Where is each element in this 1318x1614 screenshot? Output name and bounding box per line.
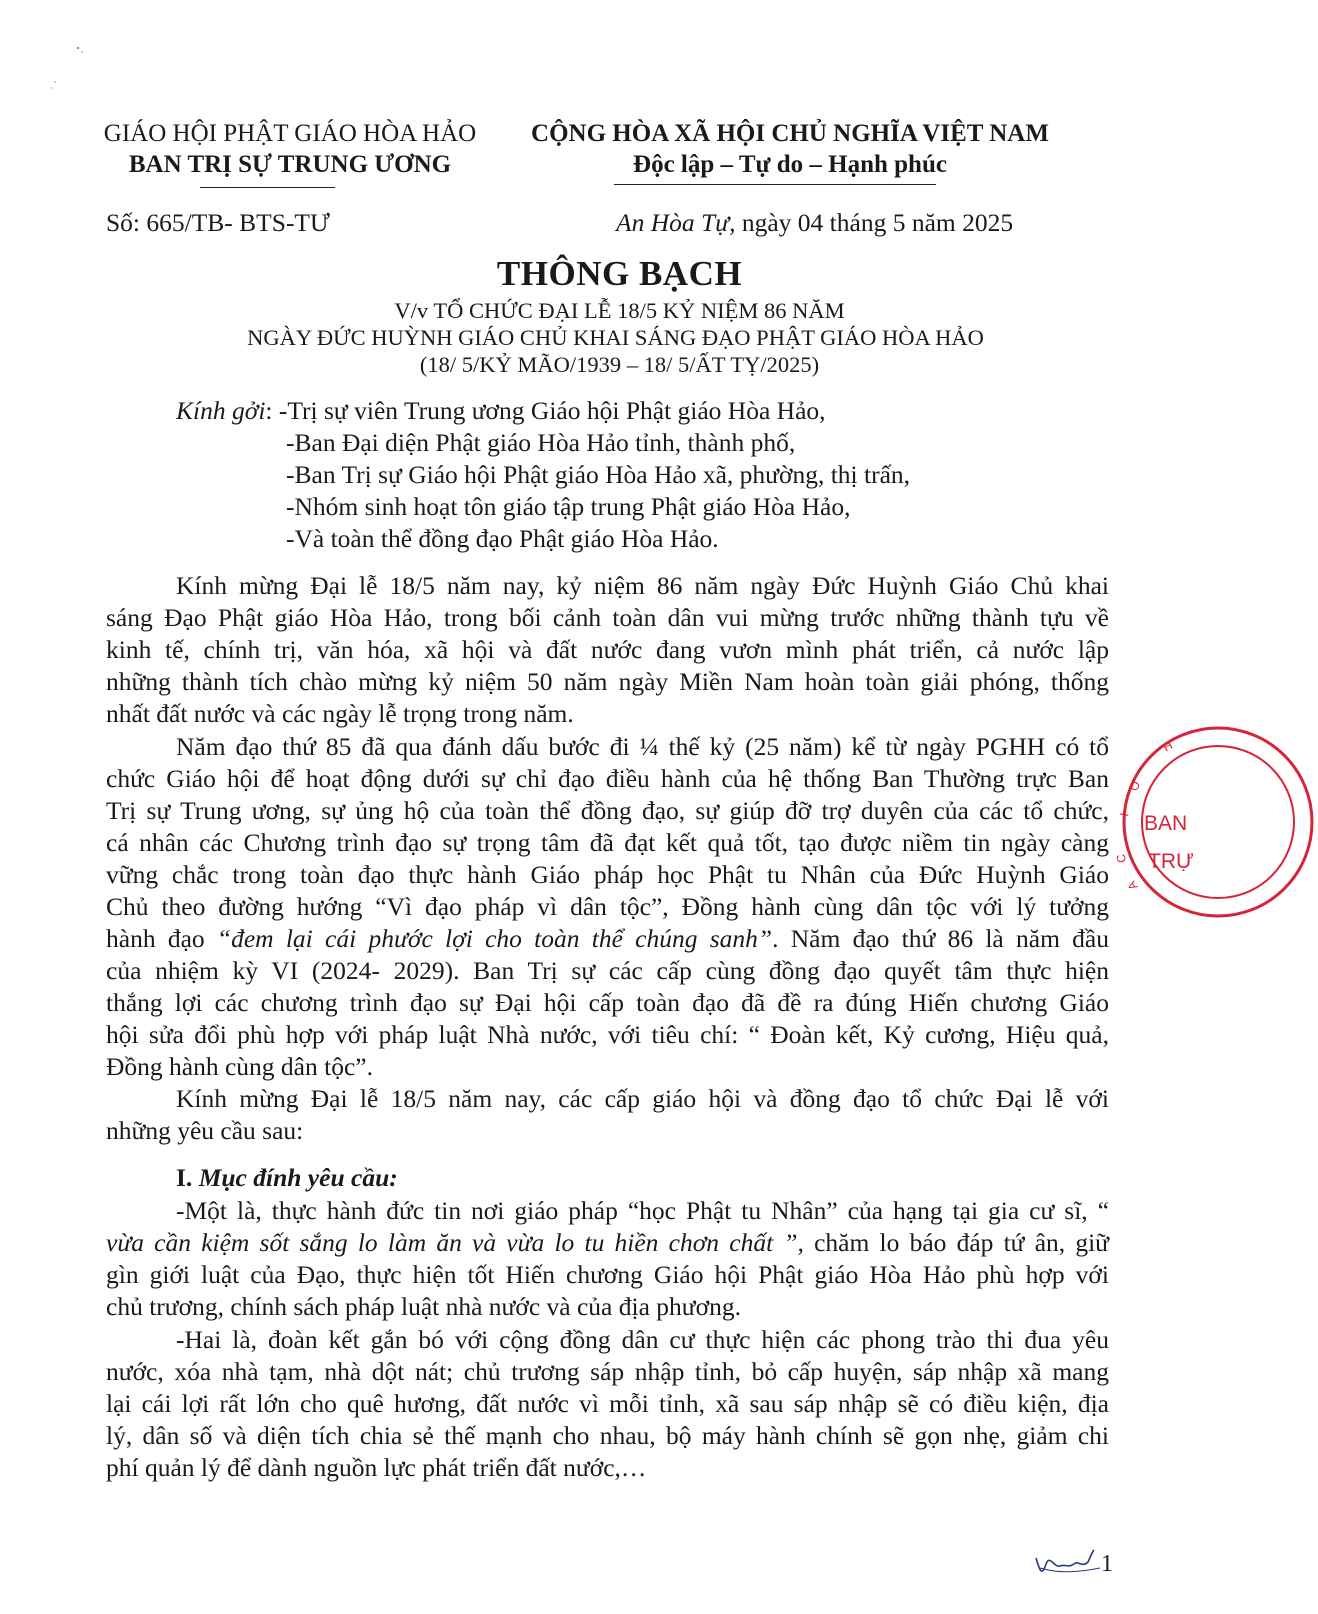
- p3-line-2: những yêu cầu sau:: [106, 1116, 304, 1145]
- p2-line-5: vững chắc trong toàn đạo thực hành Giáo pháp học Phật tu Nhân của Đức Huỳnh Giáo: [106, 860, 1109, 889]
- official-seal-stamp: [1113, 722, 1318, 922]
- recipient-5: -Và toàn thể đồng đạo Phật giáo Hòa Hảo.: [286, 524, 719, 553]
- recipient-4: -Nhóm sinh hoạt tôn giáo tập trung Phật giáo Hòa Hảo,: [286, 492, 851, 521]
- p1-line-5: nhất đất nước và các ngày lễ trọng trong năm.: [106, 699, 574, 728]
- p2-line-2: chức Giáo hội để hoạt động dưới sự chỉ đạo điều hành của hệ thống Ban Thường trực Ban: [106, 764, 1109, 793]
- recipient-3: -Ban Trị sự Giáo hội Phật giáo Hòa Hảo xã, phường, thị trấn,: [286, 460, 911, 489]
- svg-text:H: H: [1160, 738, 1176, 755]
- p1-line-3: kinh tế, chính trị, văn hóa, xã hội và đất nước đang vươn mình phát triển, cả nước lập: [106, 635, 1109, 664]
- p1-line-1: Kính mừng Đại lễ 18/5 năm nay, kỷ niệm 86 năm ngày Đức Huỳnh Giáo Chủ khai: [176, 571, 1109, 600]
- p2-line-9: thắng lợi các chương trình đạo sự Đại hội cấp toàn đạo đã đề ra đúng Hiến chương Giáo: [106, 988, 1109, 1017]
- p2-line-3: Trị sự Trung ương, sự ủng hộ của toàn thể đồng đạo, sự giúp đỡ trợ duyên của các tổ chức,: [106, 796, 1109, 825]
- page-number: 1: [1101, 1551, 1113, 1577]
- recipient-1: Kính gởi: -Trị sự viên Trung ương Giáo hội Phật giáo Hòa Hảo,: [176, 396, 826, 425]
- p3-line-1: Kính mừng Đại lễ 18/5 năm nay, các cấp giáo hội và đồng đạo tổ chức Đại lễ với: [176, 1084, 1109, 1113]
- place-date: [616, 207, 1013, 239]
- recipients-label: Kính gởi: [176, 396, 266, 425]
- s2-line-5: phí quản lý để dành nguồn lực phát triển đất nước,…: [106, 1453, 647, 1482]
- p2-line-10: hội sửa đổi phù hợp với pháp luật Nhà nước, với tiêu chí: “ Đoàn kết, Kỷ cương, Hiệu quả,: [106, 1020, 1109, 1049]
- document-number: Số: 665/TB- BTS-TƯ: [106, 208, 330, 237]
- s2-line-3: lại cái lợi rất lớn cho quê hương, đất nước vì mỗi tỉnh, xã sau sáp nhập sẽ có điều kiện, địa: [106, 1389, 1109, 1418]
- s1-line-1: -Một là, thực hành đức tin nơi giáo pháp “học Phật tu Nhân” của hạng tại gia cư sĩ, “: [176, 1196, 1109, 1225]
- subject-line-3: (18/ 5/KỶ MÃO/1939 – 18/ 5/ẤT TỴ/2025): [419, 352, 820, 377]
- s2-line-4: lý, dân số và diện tích chia sẻ thế mạnh cho nhau, bộ máy hành chính sẽ gọn nhẹ, giảm chi: [106, 1421, 1109, 1450]
- s2-line-1: -Hai là, đoàn kết gắn bó với cộng đồng dân cư thực hiện các phong trào thi đua yêu: [176, 1325, 1109, 1354]
- italic-quote-2: vừa cần kiệm sốt sắng lo làm ăn và vừa lo tu hiền chơn chất ”,: [106, 1228, 804, 1257]
- p2-line-1: Năm đạo thứ 85 đã qua đánh dấu bước đi ¼ thế kỷ (25 năm) kể từ ngày PGHH có tổ: [176, 732, 1109, 761]
- motto: Độc lập – Tự do – Hạnh phúc: [633, 151, 947, 178]
- issuer-block: [95, 118, 485, 180]
- stamp-text-1: BAN: [1144, 812, 1188, 835]
- nation-name: CỘNG HÒA XÃ HỘI CHỦ NGHĨA VIỆT NAM: [531, 120, 1049, 147]
- p2-line-6: Chủ theo đường hướng “Vì đạo pháp vì dân tộc”, Đồng hành cùng dân tộc với lý tưởng: [106, 892, 1109, 921]
- s1-line-3: gìn giới luật của Đạo, thực hiện tốt Hiến chương Giáo hội Phật giáo Hòa Hảo phù hợp với: [106, 1260, 1109, 1289]
- svg-text:I: I: [1117, 811, 1132, 818]
- date: ngày 04 tháng 5 năm 2025: [735, 208, 1014, 237]
- place: An Hòa Tự,: [616, 208, 736, 237]
- issuer-org: GIÁO HỘI PHẬT GIÁO HÒA HẢO: [103, 120, 477, 147]
- scan-specks: [40, 40, 80, 100]
- p1-line-2: sáng Đạo Phật giáo Hòa Hảo, trong bối cảnh toàn dân vui mừng trước những thành tựu về: [106, 603, 1109, 632]
- p2-line-4: cá nhân các Chương trình đạo sự trọng tâm đã đạt kết quả tốt, tạo được niềm tin ngày càng: [106, 828, 1109, 857]
- p2-line-11: Đồng hành cùng dân tộc”.: [106, 1052, 373, 1081]
- subject-line-1: V/v TỔ CHỨC ĐẠI LỄ 18/5 KỶ NIỆM 86 NĂM: [394, 298, 845, 323]
- p1-line-4: những thành tích chào mừng kỷ niệm 50 năm ngày Miền Nam hoàn toàn giải phóng, thống: [106, 667, 1109, 696]
- p2-line-8: của nhiệm kỳ VI (2024- 2029). Ban Trị sự các cấp cùng đồng đạo quyết tâm thực hiện: [106, 956, 1109, 985]
- initials-signature: [1030, 1538, 1110, 1588]
- svg-text:O: O: [1126, 778, 1144, 794]
- motto-underline: [614, 184, 936, 185]
- svg-text:A: A: [1124, 878, 1141, 893]
- issuer-underline: [200, 187, 335, 188]
- document-title: THÔNG BẠCH: [496, 254, 743, 293]
- s2-line-2: nước, xóa nhà tạm, nhà dột nát; chủ trương sáp nhập tỉnh, bỏ cấp huyện, sáp nhập xã mang: [106, 1357, 1109, 1386]
- section-title: Mục đính yêu cầu:: [198, 1163, 398, 1192]
- svg-text:C: C: [1113, 852, 1129, 864]
- italic-quote: “đem lại cái phước lợi cho toàn thể chúng sanh”: [216, 924, 773, 953]
- p2-line-7: hành đạo “đem lại cái phước lợi cho toàn thể chúng sanh”. Năm đạo thứ 86 là năm đầu: [106, 924, 1110, 953]
- recipient-2: -Ban Đại diện Phật giáo Hòa Hảo tỉnh, thành phố,: [286, 428, 796, 457]
- national-motto-block: [520, 118, 1060, 180]
- section-heading: I. Mục đính yêu cầu:: [176, 1163, 398, 1192]
- subject-line-2: NGÀY ĐỨC HUỲNH GIÁO CHỦ KHAI SÁNG ĐẠO PHẬT GIÁO HÒA HẢO: [247, 325, 984, 350]
- stamp-text-2: TRỰ: [1148, 850, 1194, 873]
- s1-line-2: vừa cần kiệm sốt sắng lo làm ăn và vừa lo tu hiền chơn chất ”, chăm lo báo đáp tứ ân, giữ: [106, 1228, 1110, 1257]
- s1-line-4: chủ trương, chính sách pháp luật nhà nước và của địa phương.: [106, 1292, 741, 1321]
- issuer-dept: BAN TRỊ SỰ TRUNG ƯƠNG: [128, 151, 452, 178]
